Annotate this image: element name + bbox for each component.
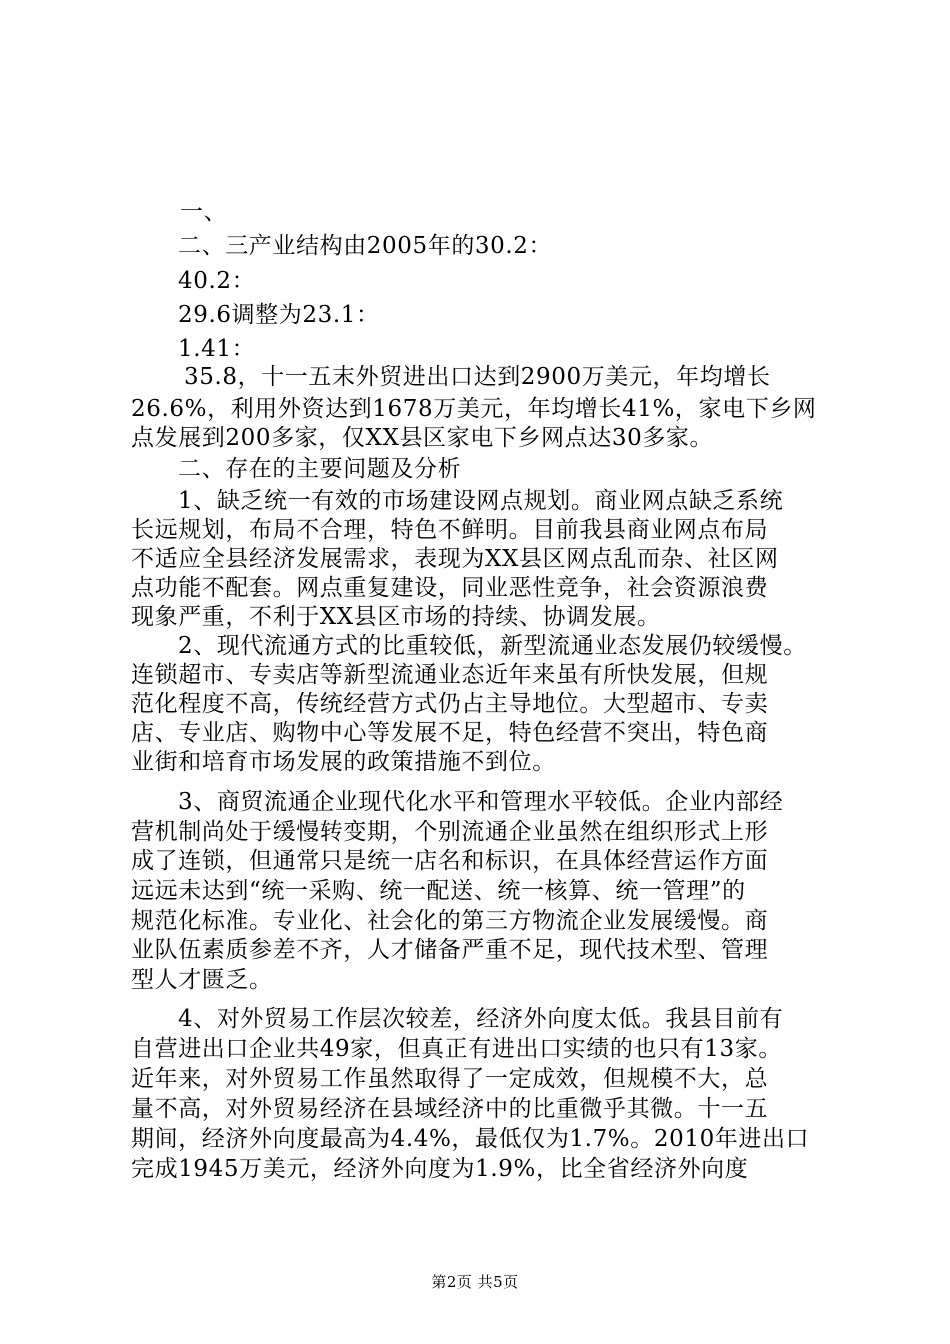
text-line: 一、 <box>180 199 228 225</box>
text-line: 店、专业店、购物中心等发展不足，特色经营不突出，特色商 <box>131 720 769 746</box>
text-line: 二、三产业结构由2005年的30.2： <box>178 233 553 259</box>
text-line: 完成1945万美元，经济外向度为1.9%，比全省经济外向度 <box>131 1156 749 1182</box>
text-line: 40.2： <box>178 268 256 294</box>
text-line: 3、商贸流通企业现代化水平和管理水平较低。企业内部经 <box>178 789 784 815</box>
text-line: 1.41： <box>178 336 256 362</box>
text-line: 长远规划，布局不合理，特色不鲜明。目前我县商业网点布局 <box>131 517 769 543</box>
section-heading: 二、存在的主要问题及分析 <box>178 456 462 482</box>
text-line: 自营进出口企业共49家，但真正有进出口实绩的也只有13家。 <box>131 1036 782 1062</box>
text-line: 1、缺乏统一有效的市场建设网点规划。商业网点缺乏系统 <box>178 488 784 514</box>
text-line: 业队伍素质参差不齐，人才储备严重不足，现代技术型、管理 <box>131 937 769 963</box>
text-line: 范化程度不高，传统经营方式仍占主导地位。大型超市、专卖 <box>131 691 769 717</box>
text-line: 期间，经济外向度最高为4.4%，最低仅为1.7%。2010年进出口 <box>131 1126 810 1152</box>
text-line: 35.8，十一五末外贸进出口达到2900万美元，年均增长 <box>184 364 771 390</box>
text-line: 营机制尚处于缓慢转变期，个别流通企业虽然在组织形式上形 <box>131 819 769 845</box>
text-line: 业街和培育市场发展的政策措施不到位。 <box>131 749 556 775</box>
text-line: 29.6调整为23.1： <box>178 302 380 328</box>
page-number-footer: 第2页 共5页 <box>431 1273 519 1291</box>
text-line: 26.6%，利用外资达到1678万美元，年均增长41%，家电下乡网 <box>131 396 817 422</box>
text-line: 量不高，对外贸易经济在县域经济中的比重微乎其微。十一五 <box>131 1096 769 1122</box>
text-line: 连锁超市、专卖店等新型流通业态近年来虽有所快发展，但规 <box>131 662 769 688</box>
text-line: 点发展到200多家，仅XX县区家电下乡网点达30多家。 <box>131 425 714 451</box>
text-line: 近年来，对外贸易工作虽然取得了一定成效，但规模不大，总 <box>131 1066 769 1092</box>
text-line: 不适应全县经济发展需求，表现为XX县区网点乱而杂、社区网 <box>131 546 779 572</box>
text-line: 现象严重，不利于XX县区市场的持续、协调发展。 <box>131 604 661 630</box>
text-line: 型人才匮乏。 <box>131 967 273 993</box>
text-line: 4、对外贸易工作层次较差，经济外向度太低。我县目前有 <box>178 1006 784 1032</box>
text-line: 远远未达到“统一采购、统一配送、统一核算、统一管理”的 <box>131 878 746 904</box>
text-line: 成了连锁，但通常只是统一店名和标识，在具体经营运作方面 <box>131 848 769 874</box>
text-line: 2、现代流通方式的比重较低，新型流通业态发展仍较缓慢。 <box>178 633 807 659</box>
text-line: 规范化标准。专业化、社会化的第三方物流企业发展缓慢。商 <box>131 908 769 934</box>
text-line: 点功能不配套。网点重复建设，同业恶性竞争，社会资源浪费 <box>131 575 769 601</box>
